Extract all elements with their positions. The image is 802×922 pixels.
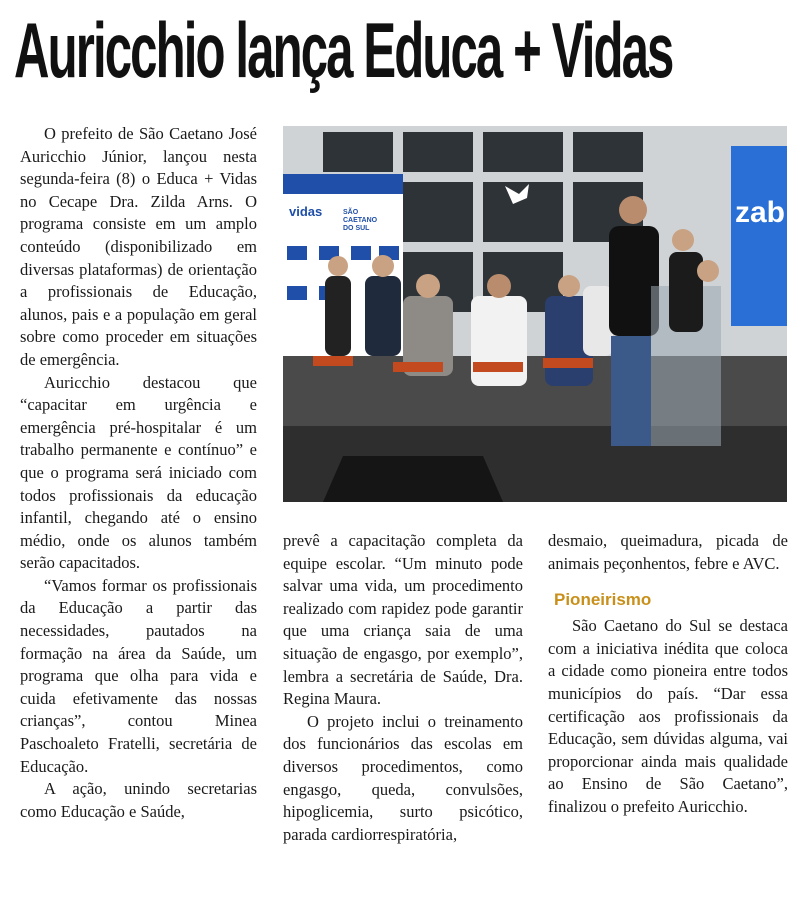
banner-line-2: CAETANO: [343, 217, 378, 224]
headline: Auricchio lança Educa + Vidas: [14, 6, 673, 94]
paragraph: O projeto inclui o treinamento dos funcionários das escolas em diversos procedimentos, como engasgo, queda, convulsões, hipoglicemia, surto psicótico, parada cardiorrespiratória,: [283, 711, 523, 844]
paragraph: prevê a capacitação completa da equipe escolar. “Um minuto pode salvar uma vida, um procedimento realizado com rapidez pode garantir que uma criança saia de uma situação de engasgo, por exemplo”, lembra a secretária de Saúde, Dra. Regina Maura.: [283, 531, 523, 709]
paragraph: Auricchio destacou que “capacitar em urgência e emergência pré-hospitalar é um trabalho permanente e contínuo” e que o programa será iniciado com todos profissionais da educação infantil, chegando até o ensino médio, onde os alunos também serão capacitados.: [20, 372, 257, 573]
article-column-2: [283, 530, 523, 846]
banner-line-1: SÃO: [343, 209, 359, 216]
article-column-3: [548, 530, 788, 819]
banner-word: vidas: [289, 204, 323, 219]
paragraph: O prefeito de São Caetano José Auricchio Júnior, lançou nesta segunda-feira (8) o Educa + Vidas no Cecape Dra. Zilda Arns. O programa consiste em um amplo conteúdo (disponibilizado em diversas plataformas) de orientação a profissionais de Educação, alunos, pais e a população em geral sobre como proceder em situações de emergência.: [20, 124, 257, 369]
article-column-1: [20, 123, 257, 823]
event-photo: [283, 126, 794, 502]
paragraph: “Vamos formar os profissionais da Educação a partir das necessidades, pautados na formação na área da Saúde, um programa que olha para vida e cuida efetivamente das nossas crianças”, contou Minea Paschoaleto Fratelli, secretária de Educação.: [20, 575, 257, 776]
paragraph: desmaio, queimadura, picada de animais peçonhentos, febre e AVC.: [548, 531, 788, 573]
paragraph: São Caetano do Sul se destaca com a iniciativa inédita que coloca a cidade como pioneira entre todos municípios do país. “Dar essa certificação aos profissionais da Educação, sem dúvidas alguma, vai proporcionar ainda mais qualidade ao Ensino de São Caetano”, finalizou o prefeito Auricchio.: [548, 616, 788, 816]
subheading: Pioneirismo: [554, 590, 652, 610]
banner-line-3: DO SUL: [343, 225, 370, 232]
screen-text: zabi: [735, 196, 794, 229]
paragraph: A ação, unindo secretarias como Educação e Saúde,: [20, 779, 257, 821]
event-photo-illustration: [283, 126, 794, 502]
